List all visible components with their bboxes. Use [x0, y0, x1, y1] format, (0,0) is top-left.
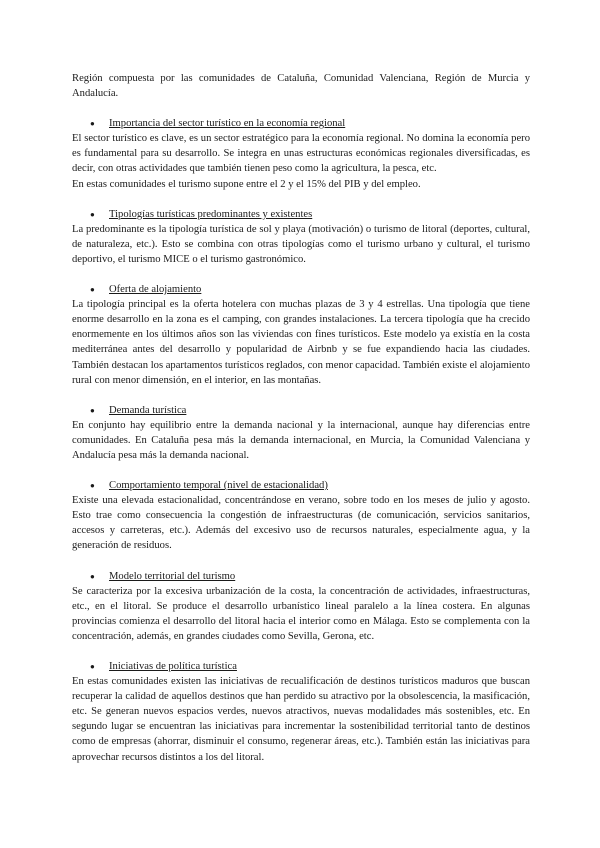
section-heading [72, 207, 530, 222]
paragraph: La tipología principal es la oferta hotelera con muchas plazas de 3 y 4 estrellas. Una tipología que tiene enorme desarrollo en la zona es el camping, con grandes instalaciones. La tercera tipología que ha crecido enormemente en los últimos años son las viviendas con fines turísticos. Este modelo ya existía en la costa mediterránea antes del desarrollo y popularidad de Airbnb y se fue expandiendo hacia las ciudades. También destacan los apartamentos turísticos reglados, con menor capacidad. También existe el alojamiento rural con menor dimensión, en el interior, en las montañas. [72, 299, 530, 386]
section-heading [72, 282, 530, 297]
bullet-icon: ● [90, 405, 95, 415]
heading-text: Importancia del sector turístico en la economía regional [109, 118, 346, 130]
section-tipologias [72, 207, 530, 267]
section-modelo-territorial [72, 569, 530, 644]
section-demanda [72, 403, 530, 463]
section-iniciativas [72, 659, 530, 765]
paragraph: En estas comunidades el turismo supone entre el 2 y el 15% del PIB y del empleo. [72, 178, 421, 190]
section-oferta-alojamiento [72, 282, 530, 388]
heading-text: Comportamiento temporal (nivel de estacionalidad) [109, 480, 328, 492]
bullet-icon: ● [90, 662, 95, 671]
section-comportamiento-temporal [72, 478, 530, 553]
heading-text: Modelo territorial del turismo [109, 570, 236, 582]
section-heading [72, 659, 530, 674]
section-heading [72, 569, 530, 584]
intro-paragraph: Región compuesta por las comunidades de Cataluña, Comunidad Valenciana, Región de Murcia y Andalucía. [72, 73, 530, 100]
section-importancia [72, 116, 530, 191]
document-page [72, 71, 530, 765]
paragraph: En conjunto hay equilibrio entre la demanda nacional y la internacional, aunque hay diferencias entre comunidades. En Cataluña pesa más la demanda internacional, en Murcia, la Comunidad Valenciana y Andalucía pesa más la demanda nacional. [72, 419, 530, 461]
heading-text: Iniciativas de política turística [109, 661, 237, 672]
paragraph: El sector turístico es clave, es un sector estratégico para la economía regional. No domina la economía pero es fundamental para su desarrollo. Se integra en unas estructuras económicas regionales diversificadas, es decir, con otras actividades que también tienen peso como la agricultura, la pesca, etc. [72, 133, 530, 175]
section-heading [72, 116, 530, 131]
bullet-icon: ● [90, 119, 95, 129]
paragraph: En estas comunidades existen las iniciativas de recualificación de destinos turísticos maduros que buscan recuperar la calidad de aquellos destinos que han perdido su atractivo por la obsolescencia, la masificación, etc. Se generan nuevos espacios verdes, nuevos atractivos, nuevas modalidades más sostenibles, etc. En segundo lugar se encuentran las iniciativas para incrementar la sostenibilidad territorial tanto de destinos como de empresas (ahorrar, disminuir el consumo, regenerar áreas, etc.). También están las iniciativas para aprovechar recursos distintos a los del litoral. [72, 676, 530, 763]
heading-text: Oferta de alojamiento [109, 284, 202, 296]
bullet-icon: ● [90, 481, 95, 491]
bullet-icon: ● [90, 209, 95, 219]
heading-text: Demanda turística [109, 404, 187, 416]
bullet-icon: ● [90, 571, 95, 581]
paragraph: La predominante es la tipología turística de sol y playa (motivación) o turismo de litoral (deportes, cultural, de naturaleza, etc.). Esto se combina con otras tipologías como el turismo urbano y cultural, el turismo deportivo, el turismo MICE o el turismo gastronómico. [72, 223, 530, 265]
paragraph: Existe una elevada estacionalidad, concentrándose en verano, sobre todo en los meses de julio y agosto. Esto trae como consecuencia la congestión de infraestructuras (de comunicación, servicios sanitarios, accesos y carreteras, etc.). Además del excesivo uso de recursos naturales, especialmente agua, y la generación de residuos. [72, 495, 530, 552]
section-heading [72, 403, 530, 418]
bullet-icon: ● [90, 285, 95, 295]
paragraph: Se caracteriza por la excesiva urbanización de la costa, la concentración de actividades, infraestructuras, etc., en el litoral. Se produce el desarrollo urbanístico lineal paralelo a la línea costera. En algunas provincias comienza el desarrollo del litoral hacia el interior como en Málaga. Esto se complementa con la concentración, además, en grandes ciudades como Sevilla, Gerona, etc. [72, 585, 530, 642]
heading-text: Tipologías turísticas predominantes y existentes [109, 208, 313, 220]
section-heading [72, 478, 530, 493]
